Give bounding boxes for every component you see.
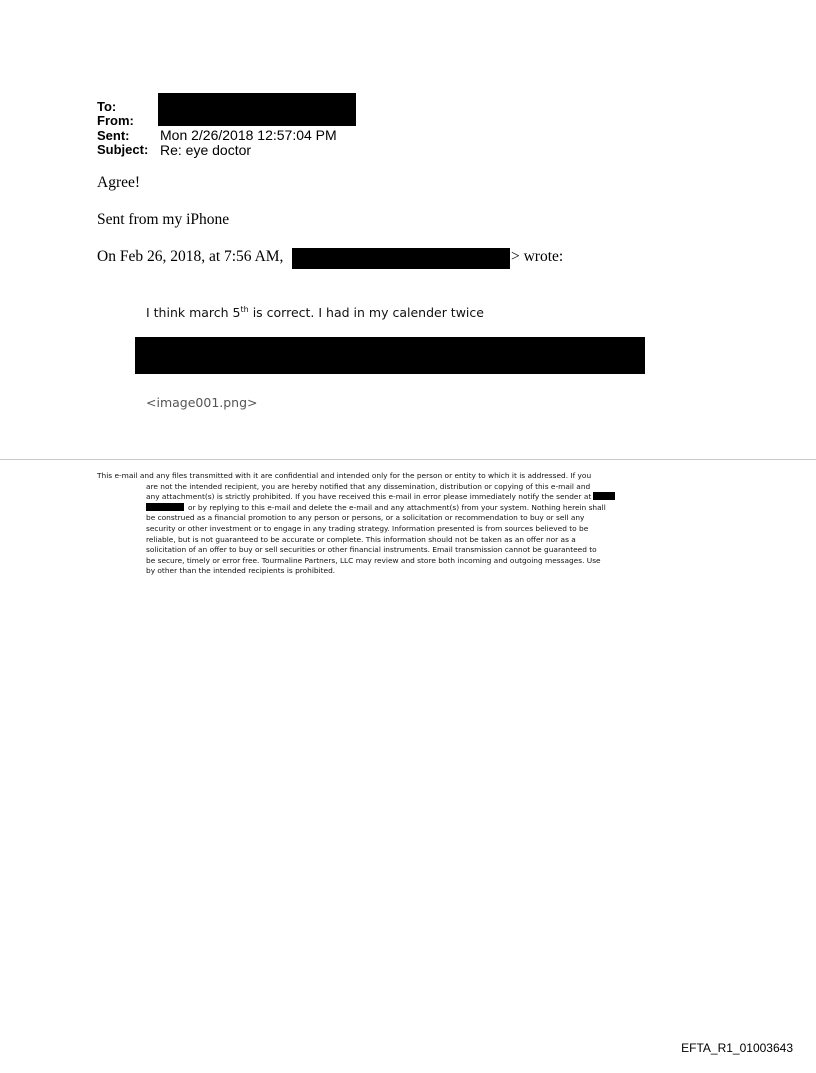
sent-label: Sent:	[97, 128, 130, 143]
attachment-name: <image001.png>	[146, 395, 258, 410]
redaction-phone-2	[146, 503, 184, 511]
quote-intro-start: On Feb 26, 2018, at 7:56 AM,	[97, 248, 284, 265]
disclaimer-line: reliable, but is not guaranteed to be accurate or complete. This information should not be taken as an offer nor as a	[146, 534, 576, 544]
disclaimer-line: be construed as a financial promotion to any person or persons, or a solicitation or recommendation to buy or sell any	[146, 513, 585, 523]
document-id: EFTA_R1_01003643	[681, 1041, 793, 1055]
quoted-message	[146, 302, 484, 321]
disclaimer-line: This e-mail and any files transmitted with it are confidential and intended only for the person or entity to which it is addressed. If you	[97, 471, 592, 480]
disclaimer-line: security or other investment or to engage in any trading strategy. Information presented is from sources believed to be	[146, 523, 589, 533]
quoted-text-post: is correct. I had in my calender twice	[248, 305, 484, 321]
disclaimer-line-text: or by replying to this e-mail and delete the e-mail and any attachment(s) from your system. Nothing herein shall	[188, 502, 606, 512]
sent-value: Mon 2/26/2018 12:57:04 PM	[160, 127, 337, 143]
disclaimer-line	[97, 492, 669, 503]
quote-intro-end: > wrote:	[511, 248, 564, 265]
disclaimer	[97, 471, 669, 577]
to-label: To:	[97, 99, 117, 114]
subject-value: Re: eye doctor	[160, 142, 252, 158]
quoted-text-pre: I think march 5	[146, 305, 241, 321]
from-label: From:	[97, 113, 134, 128]
subject-label: Subject:	[97, 142, 149, 157]
quoted-text-sup: th	[240, 305, 249, 314]
signature-text: Sent from my iPhone	[97, 211, 230, 228]
redaction-phone-1	[593, 492, 615, 500]
disclaimer-line: solicitation of an offer to buy or sell securities or other financial instruments. Email transmission cannot be guaranteed to	[146, 545, 597, 555]
disclaimer-line-text: any attachment(s) is strictly prohibited. If you have received this e-mail in error please immediately notify the sender at	[146, 492, 592, 502]
disclaimer-line: are not the intended recipient, you are hereby notified that any dissemination, distribution or copying of this e-mail and	[146, 481, 591, 491]
redaction-quoted-signature	[135, 337, 645, 374]
disclaimer-line: by other than the intended recipients is prohibited.	[146, 566, 336, 576]
redaction-sender	[292, 248, 510, 269]
reply-text: Agree!	[97, 174, 141, 191]
disclaimer-line	[97, 503, 669, 514]
divider-line	[0, 459, 816, 460]
disclaimer-line: be secure, timely or error free. Tourmaline Partners, LLC may review and store both incoming and outgoing messages. Use	[146, 555, 601, 565]
redaction-to-from	[158, 93, 356, 126]
